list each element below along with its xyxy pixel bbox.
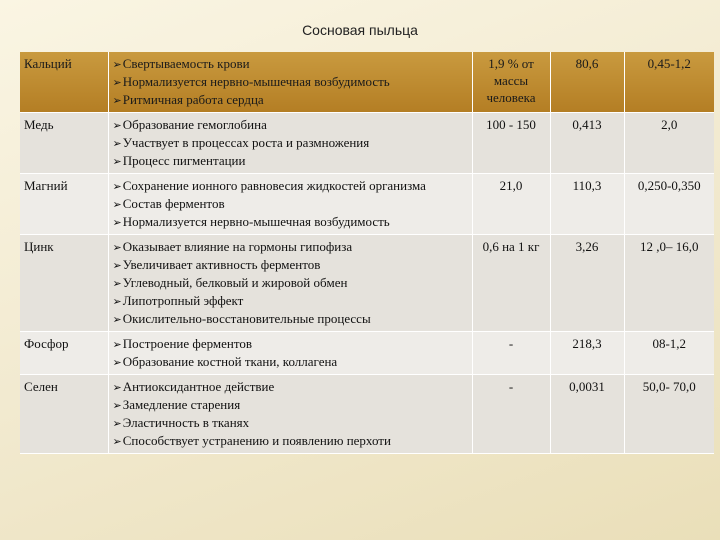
mineral-table [20,52,714,454]
arrow-bullet-icon: ➢ [112,180,122,193]
effect-text: Участвует в процессах роста и размножения [122,135,370,150]
element-name-cell: Фосфор [20,332,108,375]
arrow-bullet-icon: ➢ [112,295,122,308]
effect-text: Образование гемоглобина [122,117,267,132]
range-cell: 2,0 [624,113,714,174]
effect-item [113,116,468,134]
arrow-bullet-icon: ➢ [112,94,122,107]
effect-item [113,353,468,371]
norm-cell: - [472,375,550,454]
table-row [20,332,714,375]
element-name-cell: Селен [20,375,108,454]
value-cell: 80,6 [550,52,624,113]
effect-text: Построение ферментов [122,336,253,351]
effects-cell [108,235,472,332]
effect-text: Антиоксидантное действие [122,379,275,394]
effect-text: Замедление старения [122,397,241,412]
effects-cell [108,113,472,174]
table-row [20,375,714,454]
effect-item [113,274,468,292]
table-row [20,174,714,235]
arrow-bullet-icon: ➢ [112,76,122,89]
value-cell: 0,0031 [550,375,624,454]
table-row [20,113,714,174]
value-cell: 218,3 [550,332,624,375]
arrow-bullet-icon: ➢ [112,58,122,71]
effect-text: Сохранение ионного равновесия жидкостей организма [122,178,426,193]
effect-text: Свертываемость крови [122,56,250,71]
value-cell: 0,413 [550,113,624,174]
element-name-cell: Магний [20,174,108,235]
effect-item [113,378,468,396]
effect-item [113,335,468,353]
effect-text: Процесс пигментации [122,153,246,168]
arrow-bullet-icon: ➢ [112,277,122,290]
arrow-bullet-icon: ➢ [112,399,122,412]
range-cell: 0,45-1,2 [624,52,714,113]
effect-text: Нормализуется нервно-мышечная возбудимость [122,214,390,229]
effect-item [113,134,468,152]
arrow-bullet-icon: ➢ [112,338,122,351]
effect-item [113,396,468,414]
arrow-bullet-icon: ➢ [112,241,122,254]
effect-item [113,256,468,274]
element-name-cell: Цинк [20,235,108,332]
arrow-bullet-icon: ➢ [112,259,122,272]
arrow-bullet-icon: ➢ [112,381,122,394]
element-name-cell: Медь [20,113,108,174]
effect-item [113,177,468,195]
arrow-bullet-icon: ➢ [112,356,122,369]
effects-cell [108,375,472,454]
arrow-bullet-icon: ➢ [112,216,122,229]
table-row [20,52,714,113]
effects-cell [108,52,472,113]
arrow-bullet-icon: ➢ [112,198,122,211]
effect-text: Увеличивает активность ферментов [122,257,321,272]
effect-item [113,310,468,328]
range-cell: 50,0- 70,0 [624,375,714,454]
effect-item [113,213,468,231]
value-cell: 3,26 [550,235,624,332]
effect-item [113,73,468,91]
effect-item [113,152,468,170]
table-row [20,235,714,332]
value-cell: 110,3 [550,174,624,235]
range-cell: 12 ,0– 16,0 [624,235,714,332]
norm-cell: - [472,332,550,375]
arrow-bullet-icon: ➢ [112,435,122,448]
arrow-bullet-icon: ➢ [112,155,122,168]
effects-cell [108,174,472,235]
effect-item [113,432,468,450]
effect-item [113,414,468,432]
norm-cell: 21,0 [472,174,550,235]
effect-text: Образование костной ткани, коллагена [122,354,338,369]
effect-item [113,292,468,310]
norm-cell: 100 - 150 [472,113,550,174]
effect-item [113,55,468,73]
range-cell: 0,250-0,350 [624,174,714,235]
effect-text: Окислительно-восстановительные процессы [122,311,371,326]
effect-text: Состав ферментов [122,196,225,211]
element-name-cell: Кальций [20,52,108,113]
effect-item [113,195,468,213]
effects-cell [108,332,472,375]
effect-text: Способствует устранению и появлению перхоти [122,433,391,448]
effect-item [113,91,468,109]
effect-text: Ритмичная работа сердца [122,92,264,107]
effect-text: Оказывает влияние на гормоны гипофиза [122,239,353,254]
effect-text: Углеводный, белковый и жировой обмен [122,275,348,290]
effect-text: Липотропный эффект [122,293,244,308]
effect-item [113,238,468,256]
arrow-bullet-icon: ➢ [112,417,122,430]
range-cell: 08-1,2 [624,332,714,375]
effect-text: Нормализуется нервно-мышечная возбудимость [122,74,390,89]
norm-cell: 1,9 % от массы человека [472,52,550,113]
arrow-bullet-icon: ➢ [112,313,122,326]
arrow-bullet-icon: ➢ [112,119,122,132]
effect-text: Эластичность в тканях [122,415,250,430]
page-title: Сосновая пыльца [302,22,418,38]
arrow-bullet-icon: ➢ [112,137,122,150]
norm-cell: 0,6 на 1 кг [472,235,550,332]
